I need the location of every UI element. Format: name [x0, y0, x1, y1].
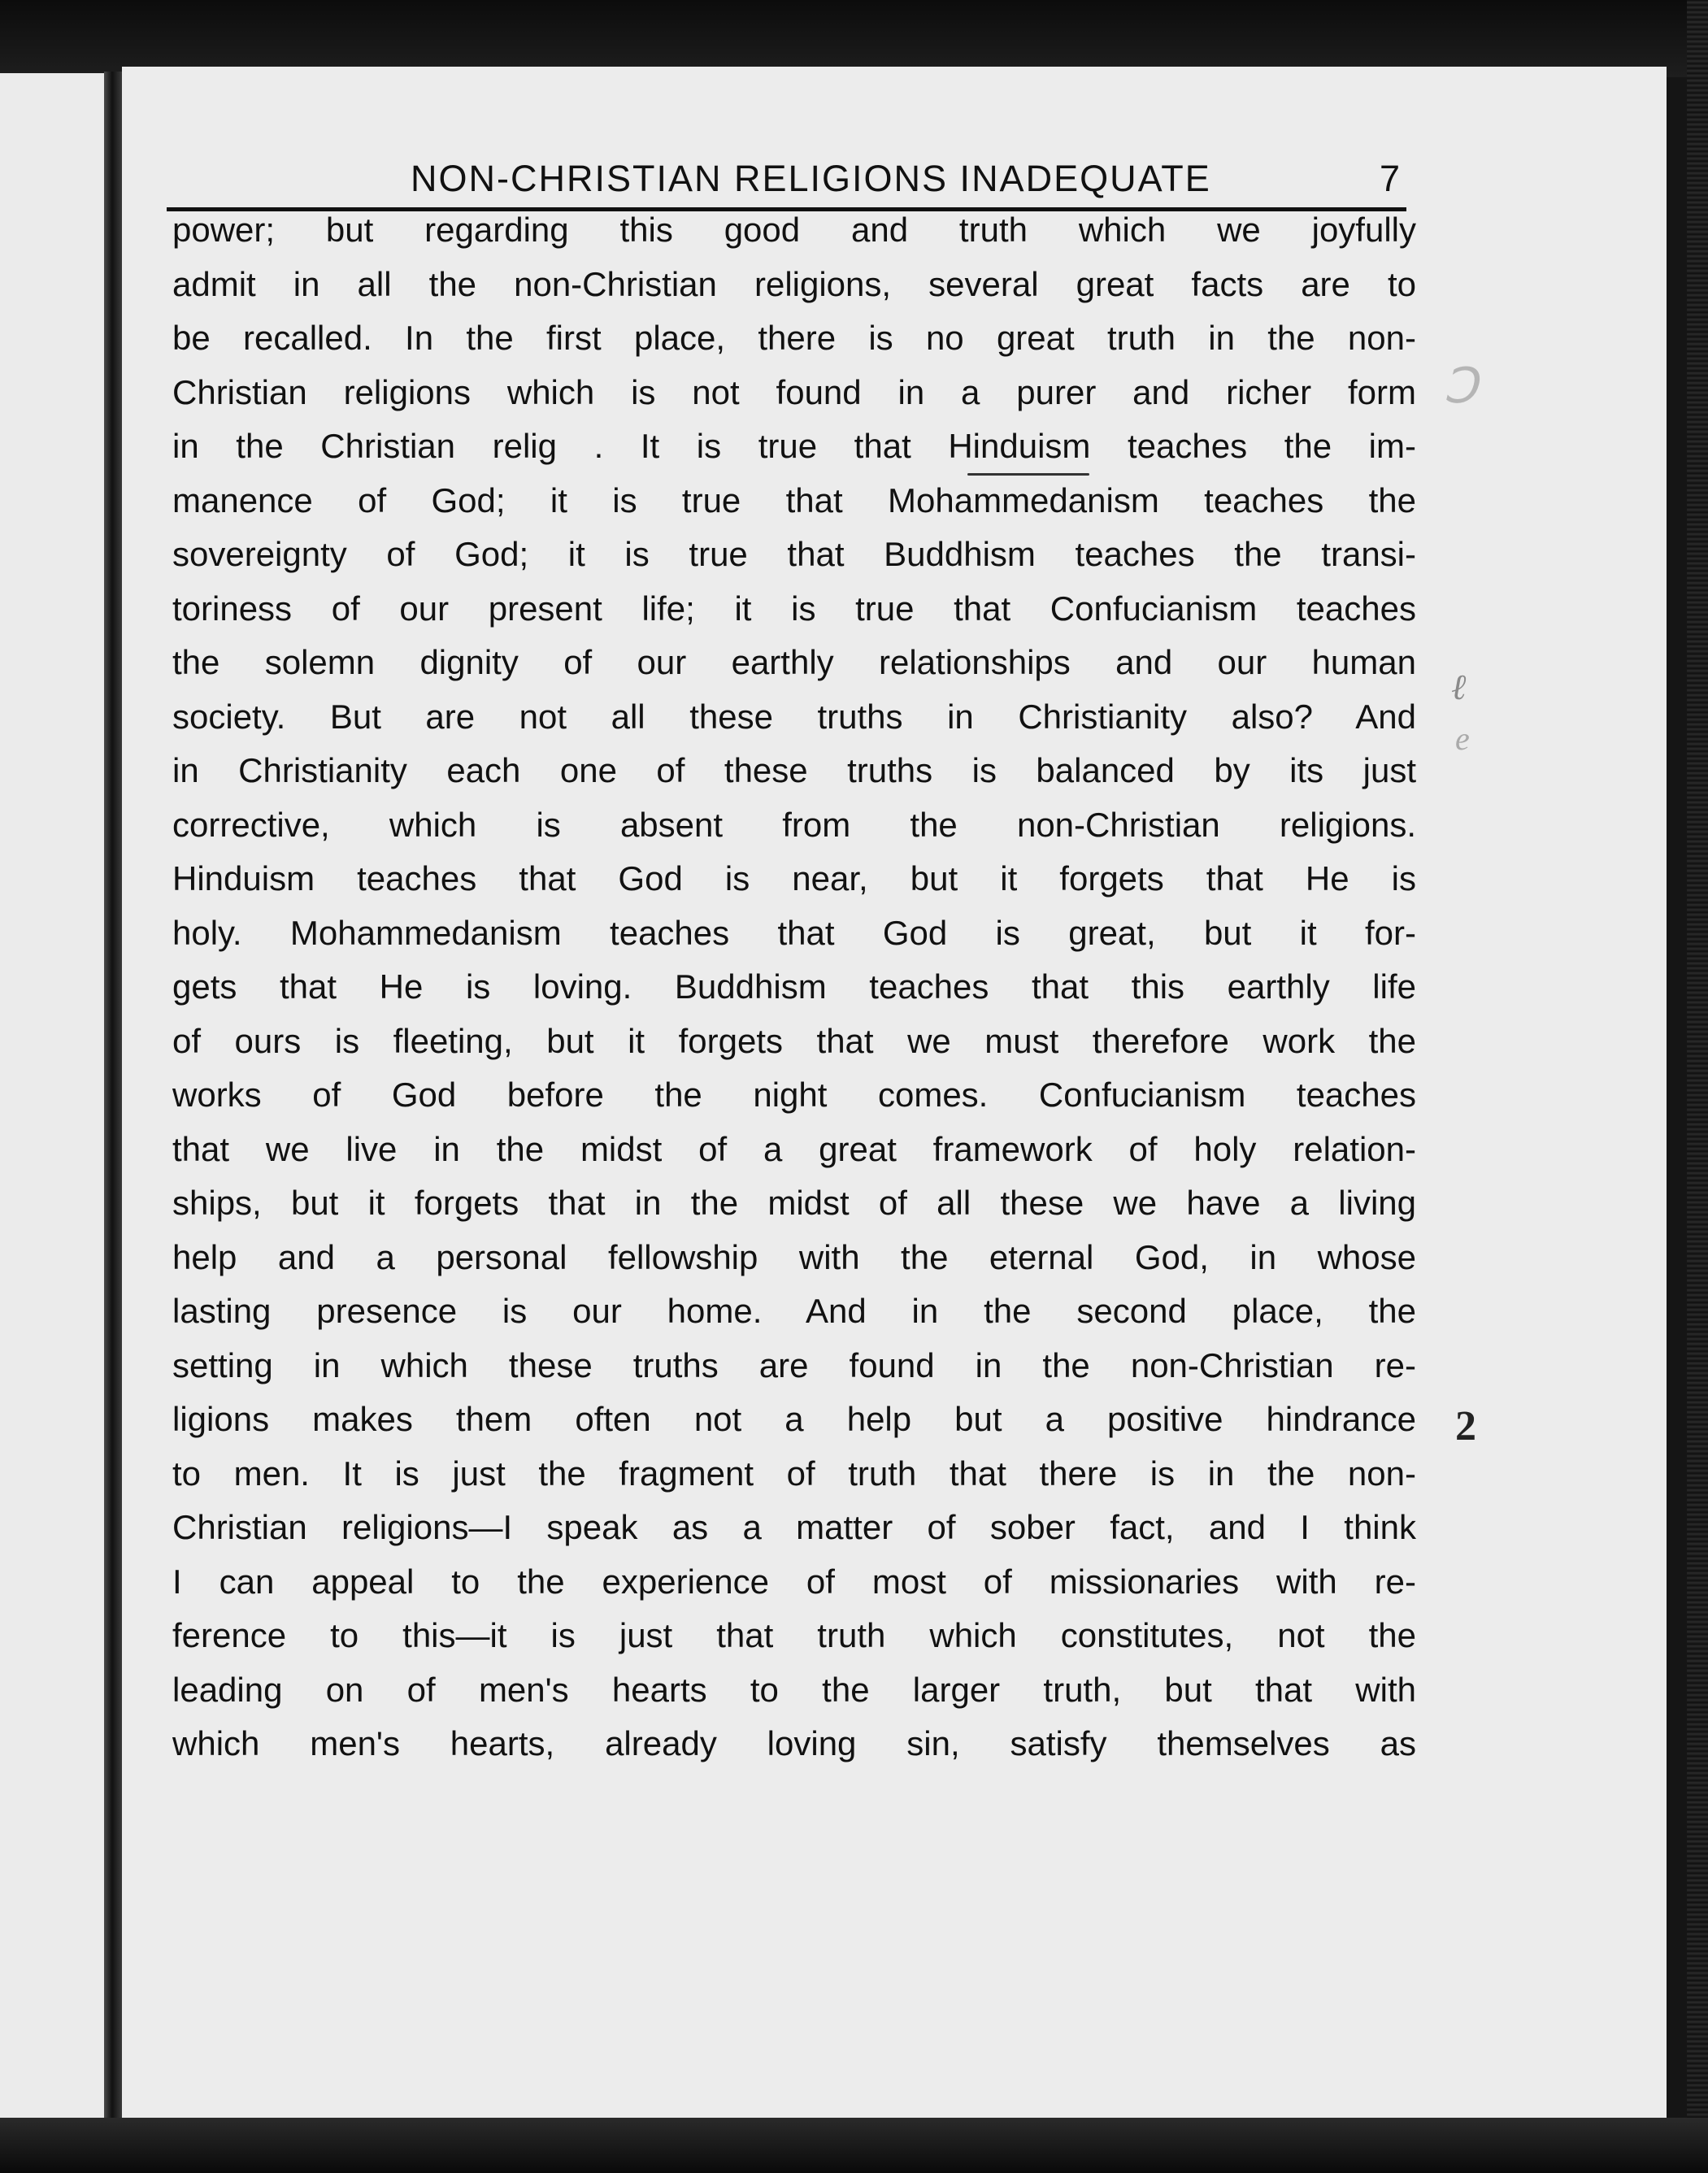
text-line: admit in all the non-Christian religions, several great facts are to: [172, 264, 1416, 303]
facing-page-edge: [0, 73, 104, 2134]
book-cover-edge: [1687, 0, 1708, 2173]
text-line: toriness of our present life; it is true that Confucianism teaches: [172, 589, 1416, 628]
text-line: power; but regarding this good and truth which we joyfully: [172, 211, 1416, 249]
text-line: help and a personal fellowship with the eternal God, in whose: [172, 1237, 1416, 1276]
scan-bottom-edge: [0, 2118, 1708, 2173]
text-line: which men's hearts, already loving sin, satisfy themselves as: [172, 1724, 1416, 1762]
page-header: [167, 150, 1406, 211]
text-line: ference to this—it is just that truth which constitutes, not the: [172, 1616, 1416, 1654]
text-line: corrective, which is absent from the non-Christian religions.: [172, 805, 1416, 844]
body-text: [172, 203, 1416, 1771]
text-line: Christian religions which is not found in a purer and richer form: [172, 372, 1416, 411]
text-line: leading on of men's hearts to the larger truth, but that with: [172, 1670, 1416, 1709]
text-line: Hinduism teaches that God is near, but it forgets that He is: [172, 859, 1416, 897]
text-line: in Christianity each one of these truths is balanced by its just: [172, 751, 1416, 789]
text-line: be recalled. In the first place, there is no great truth in the non-: [172, 319, 1416, 357]
page-number: 7: [1379, 158, 1400, 199]
text-line: in the Christian relig . It is true that Hinduism teaches the im-: [172, 427, 1416, 465]
margin-pencil-mark: e: [1455, 720, 1470, 757]
text-line: ships, but it forgets that in the midst of all these we have a living: [172, 1184, 1416, 1222]
text-line: works of God before the night comes. Confucianism teaches: [172, 1076, 1416, 1114]
text-line: sovereignty of God; it is true that Buddhism teaches the transi-: [172, 535, 1416, 573]
pencil-underline: [967, 473, 1089, 476]
text-line: that we live in the midst of a great framework of holy relation-: [172, 1129, 1416, 1168]
text-line: gets that He is loving. Buddhism teaches that this earthly life: [172, 967, 1416, 1006]
text-line: ligions makes them often not a help but a positive hindrance: [172, 1400, 1416, 1438]
text-line: society. But are not all these truths in Christianity also? And: [172, 697, 1416, 736]
text-line: manence of God; it is true that Mohammedanism teaches the: [172, 480, 1416, 519]
text-line: to men. It is just the fragment of truth that there is in the non-: [172, 1454, 1416, 1493]
text-line: I can appeal to the experience of most of missionaries with re-: [172, 1562, 1416, 1601]
running-head: NON-CHRISTIAN RELIGIONS INADEQUATE: [411, 158, 1211, 199]
book-gutter: [104, 72, 122, 2136]
text-line: holy. Mohammedanism teaches that God is great, but it for-: [172, 913, 1416, 952]
margin-note-text: 2: [1455, 1403, 1476, 1449]
text-line: setting in which these truths are found in the non-Christian re-: [172, 1345, 1416, 1384]
text-line: Christian religions—I speak as a matter of sober fact, and I think: [172, 1508, 1416, 1546]
scan-top-edge: [0, 0, 1708, 77]
text-line: of ours is fleeting, but it forgets that we must therefore work the: [172, 1021, 1416, 1060]
margin-note: [1455, 1402, 1476, 1450]
margin-pencil-mark: Ↄ: [1443, 359, 1478, 413]
text-line: the solemn dignity of our earthly relationships and our human: [172, 643, 1416, 681]
text-line: lasting presence is our home. And in the second place, the: [172, 1292, 1416, 1330]
margin-pencil-mark: ℓ: [1451, 667, 1467, 707]
